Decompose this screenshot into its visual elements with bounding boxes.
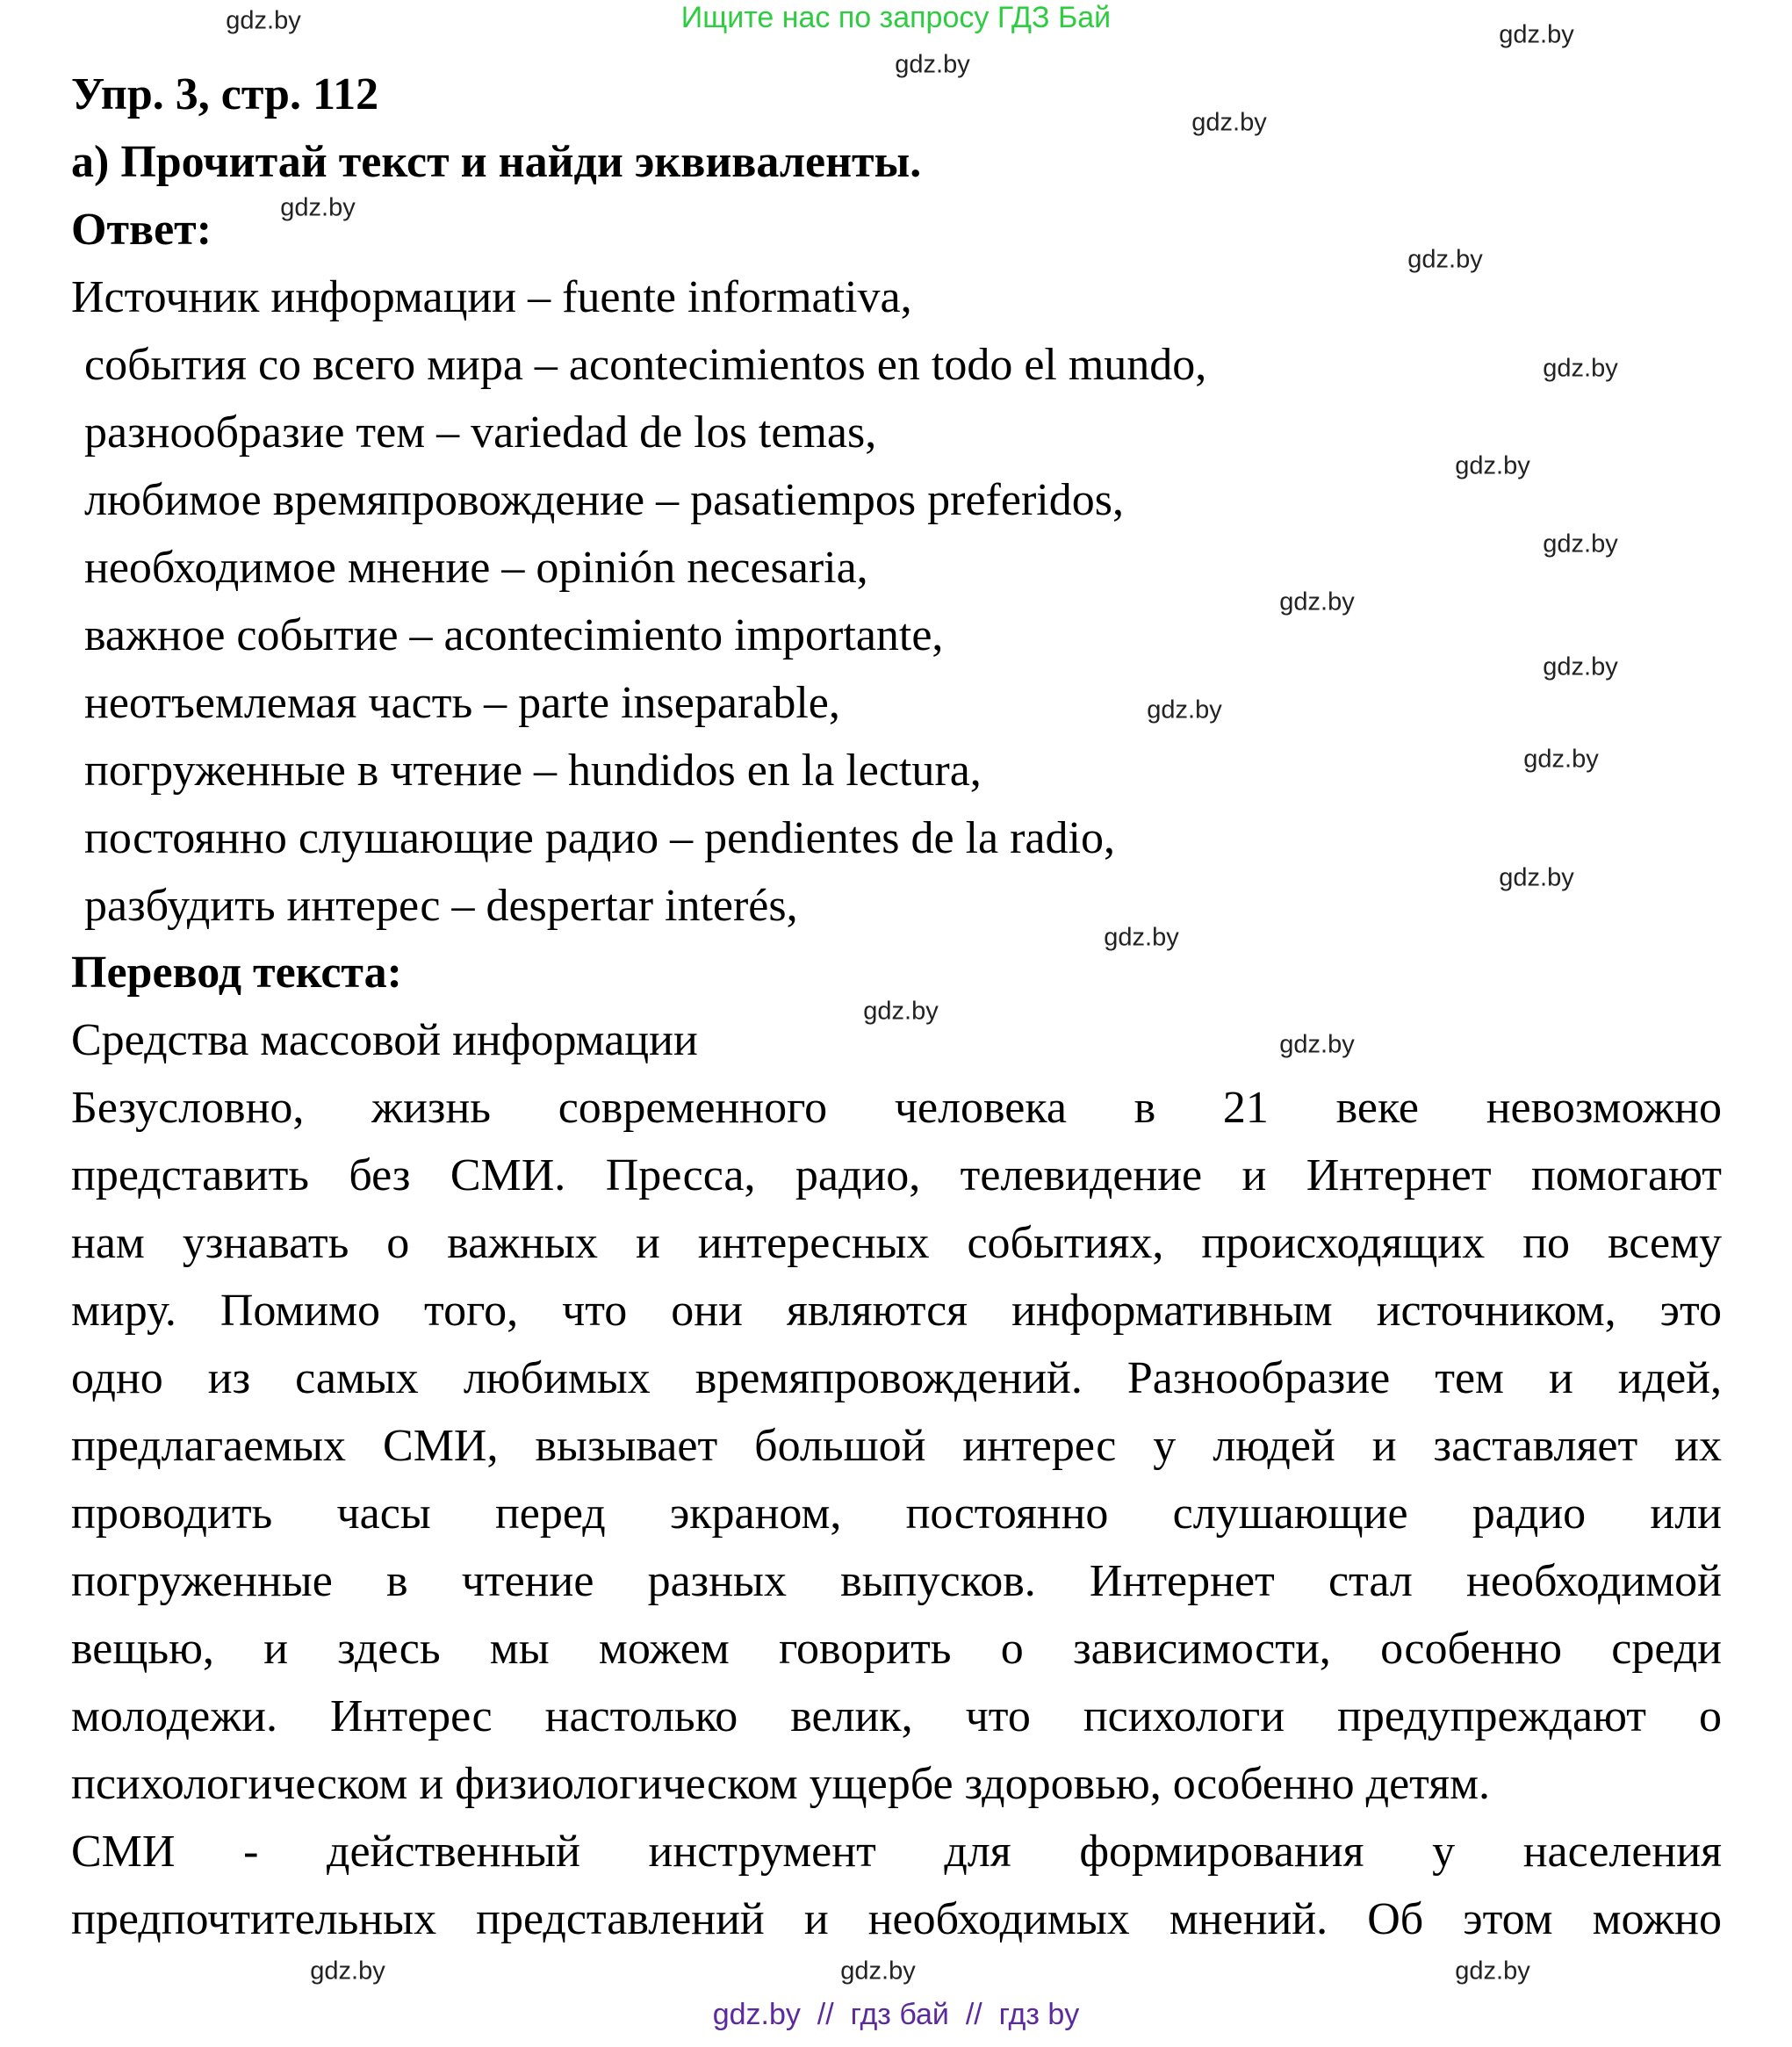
- paragraph-line: Безусловно, жизнь современного человека в 21 веке невозможно: [71, 1083, 1722, 1133]
- equivalent-item: Источник информации – fuente informativa,: [71, 272, 912, 322]
- watermark: gdz.by: [1499, 20, 1574, 49]
- watermark: gdz.by: [1543, 354, 1618, 383]
- paragraph-line: погруженные в чтение разных выпусков. Интернет стал необходимой: [71, 1556, 1722, 1606]
- equivalent-item: неотъемлемая часть – parte inseparable,: [84, 678, 840, 728]
- task-heading: а) Прочитай текст и найди эквиваленты.: [71, 137, 922, 187]
- watermark: gdz.by: [1455, 1957, 1530, 1986]
- watermark: gdz.by: [1523, 745, 1599, 774]
- paragraph-line: предлагаемых СМИ, вызывает большой интерес у людей и заставляет их: [71, 1421, 1722, 1471]
- watermark: gdz.by: [310, 1957, 385, 1986]
- watermark: gdz.by: [1191, 108, 1267, 137]
- equivalent-item: события со всего мира – acontecimientos en todo el mundo,: [84, 340, 1207, 390]
- watermark: gdz.by: [1543, 652, 1618, 681]
- watermark: gdz.by: [895, 50, 970, 79]
- watermark: gdz.by: [840, 1957, 916, 1986]
- paragraph-line: психологическом и физиологическом ущербе здоровью, особенно детям.: [71, 1759, 1491, 1809]
- watermark: gdz.by: [1499, 863, 1574, 892]
- paragraph-line: одно из самых любимых времяпровождений. Разнообразие тем и идей,: [71, 1353, 1722, 1403]
- equivalent-item: погруженные в чтение – hundidos en la lectura,: [84, 746, 982, 796]
- equivalent-item: важное событие – acontecimiento importante,: [84, 610, 944, 660]
- translation-label: Перевод текста:: [71, 948, 402, 998]
- answer-label: Ответ:: [71, 205, 212, 255]
- watermark: gdz.by: [1407, 245, 1483, 274]
- watermark: gdz.by: [226, 6, 301, 35]
- paragraph-line: миру. Помимо того, что они являются информативным источником, это: [71, 1286, 1722, 1336]
- paragraph-line: вещью, и здесь мы можем говорить о зависимости, особенно среди: [71, 1624, 1722, 1674]
- watermark: gdz.by: [1147, 696, 1222, 724]
- paragraph-line: предпочтительных представлений и необходимых мнений. Об этом можно: [71, 1894, 1722, 1944]
- watermark: gdz.by: [1104, 923, 1179, 952]
- watermark: gdz.by: [1543, 530, 1618, 559]
- equivalent-item: разбудить интерес – despertar interés,: [84, 881, 798, 931]
- equivalent-item: разнообразие тем – variedad de los temas,: [84, 407, 877, 458]
- paragraph-line: представить без СМИ. Пресса, радио, телевидение и Интернет помогают: [71, 1150, 1722, 1200]
- text-title: Средства массовой информации: [71, 1015, 698, 1065]
- paragraph-line: нам узнавать о важных и интересных событиях, происходящих по всему: [71, 1218, 1722, 1268]
- watermark: gdz.by: [1455, 451, 1530, 480]
- exercise-title: Упр. 3, стр. 112: [71, 69, 379, 119]
- search-banner[interactable]: Ищите нас по запросу ГДЗ Бай: [680, 1, 1112, 34]
- footer-links[interactable]: gdz.by // гдз бай // гдз by: [712, 1998, 1080, 2031]
- equivalent-item: постоянно слушающие радио – pendientes de la radio,: [84, 813, 1115, 863]
- watermark: gdz.by: [1279, 587, 1355, 616]
- paragraph-line: проводить часы перед экраном, постоянно слушающие радио или: [71, 1488, 1722, 1539]
- watermark: gdz.by: [1279, 1030, 1355, 1059]
- equivalent-item: необходимое мнение – opinión necesaria,: [84, 543, 868, 593]
- watermark: gdz.by: [863, 997, 939, 1026]
- paragraph-line: СМИ - действенный инструмент для формирования у населения: [71, 1827, 1722, 1877]
- paragraph-line: молодежи. Интерес настолько велик, что психологи предупреждают о: [71, 1691, 1722, 1741]
- watermark: gdz.by: [280, 193, 356, 222]
- equivalent-item: любимое времяпровождение – pasatiempos preferidos,: [84, 475, 1124, 525]
